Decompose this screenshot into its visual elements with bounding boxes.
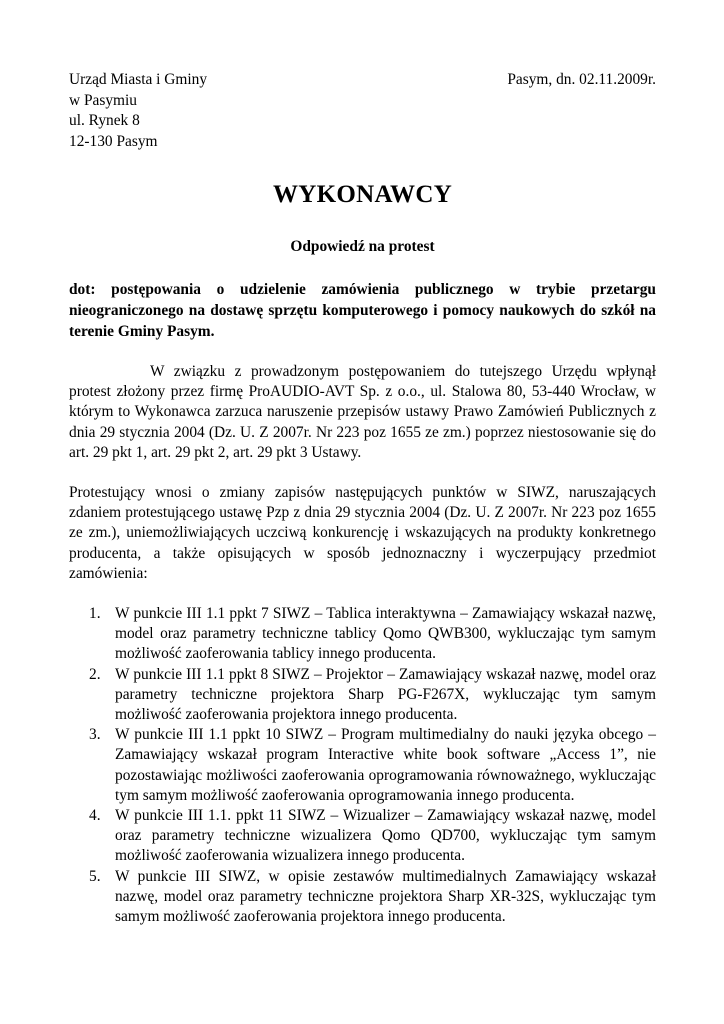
list-item-number: 5. <box>89 867 101 885</box>
sender-line: ul. Rynek 8 <box>69 112 140 129</box>
list-item <box>69 867 656 928</box>
sender-line: w Pasymiu <box>69 91 137 109</box>
letter-header <box>69 70 656 152</box>
list-item-number: 2. <box>89 665 101 683</box>
list-item <box>69 604 656 665</box>
list-item <box>69 806 656 867</box>
list-item-text: W punkcie III 1.1 ppkt 7 SIWZ – Tablica interaktywna – Zamawiający wskazał nazwę, model oraz parametry techniczne tablicy Qomo QWB300, wykluczając tym samym możliwość zaoferowania tablicy innego producenta. <box>115 605 656 663</box>
document-title: WYKONAWCY <box>272 181 453 208</box>
body-paragraph: W związku z prowadzonym postępowaniem do tutejszego Urzędu wpłynął protest złożony przez firmę ProAUDIO-AVT Sp. z o.o., ul. Stalowa 80, 53-440 Wrocław, w którym to Wykonawca zarzuca naruszenie przepisów ustawy Prawo Zamówień Publicznych z dnia 29 stycznia 2004 (Dz. U. Z 2007r. Nr 223 poz 1655 ze zm.) poprzez niestosowanie się do art. 29 pkt 1, art. 29 pkt 2, art. 29 pkt 3 Ustawy. <box>69 363 656 461</box>
list-item-text: W punkcie III 1.1 ppkt 10 SIWZ – Program multimedialny do nauki języka obcego – Zamawiający wskazał program Interactive white book software „Access 1”, nie pozostawiając możliwości zaoferowania oprogramowania równoważnego, wykluczając tym samym możliwość zaoferowania oprogramowania innego producenta. <box>115 726 656 804</box>
list-item-text: W punkcie III SIWZ, w opisie zestawów multimedialnych Zamawiający wskazał nazwę, model oraz parametry techniczne projektora Sharp XR-32S, wykluczając tym samym możliwość zaoferowania projektora innego producenta. <box>115 867 656 926</box>
place-date: Pasym, dn. 02.11.2009r. <box>507 71 656 88</box>
sender-line: Urząd Miasta i Gminy <box>69 71 208 88</box>
document-page <box>69 70 656 927</box>
objection-list <box>69 604 656 927</box>
list-item-text: W punkcie III 1.1. ppkt 11 SIWZ – Wizualizer – Zamawiający wskazał nazwę, model oraz parametry techniczne wizualizera Qomo QD700, wykluczając tym samym możliwość zaoferowania wizualizera innego producenta. <box>115 807 656 865</box>
subject-line: dot: postępowania o udzielenie zamówienia publicznego w trybie przetargu nieograniczonego na dostawę sprzętu komputerowego i pomocy naukowych do szkół na terenie Gminy Pasym. <box>69 281 656 340</box>
body-paragraph: Protestujący wnosi o zmiany zapisów następujących punktów w SIWZ, naruszających zdaniem protestującego ustawę Pzp z dnia 29 stycznia 2004 (Dz. U. Z 2007r. Nr 223 poz 1655 ze zm.), uniemożliwiających uczciwą konkurencję i wskazujących na produkty konkretnego producenta, a także opisujących w sposób jednoznaczny i wyczerpujący przedmiot zamówienia: <box>69 484 656 582</box>
document-subtitle: Odpowiedź na protest <box>290 238 435 255</box>
list-item-number: 1. <box>89 605 101 623</box>
list-item <box>69 725 656 806</box>
sender-line: 12-130 Pasym <box>69 132 158 150</box>
list-item <box>69 665 656 726</box>
list-item-text: W punkcie III 1.1 ppkt 8 SIWZ – Projektor – Zamawiający wskazał nazwę, model oraz parametry techniczne projektora Sharp PG-F267X, wykluczając tym samym możliwość zaoferowania projektora innego producenta. <box>115 665 656 724</box>
list-item-number: 4. <box>89 807 101 825</box>
list-item-number: 3. <box>89 726 101 744</box>
